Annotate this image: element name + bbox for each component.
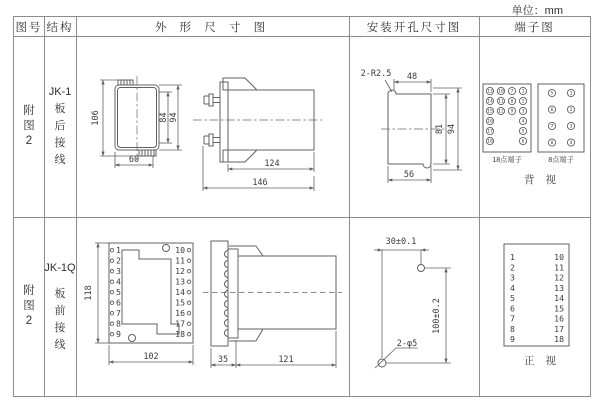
svg-text:12: 12 — [554, 272, 564, 283]
svg-text:13: 13 — [554, 282, 564, 293]
terminal-grid-8 — [548, 89, 574, 146]
svg-text:1: 1 — [569, 91, 573, 97]
note-label-r25: 2-R2.5 — [360, 69, 392, 79]
svg-text:9: 9 — [116, 329, 121, 339]
view-label-front: 正 视 — [524, 355, 560, 367]
dim-label-146: 146 — [252, 178, 268, 188]
svg-text:10: 10 — [175, 245, 185, 255]
svg-text:5: 5 — [510, 293, 515, 303]
fig-no-row1: 附 图 2 — [23, 105, 35, 147]
svg-text:18: 18 — [175, 329, 185, 339]
svg-text:16: 16 — [487, 119, 493, 125]
mounting-hole-bottom — [129, 335, 136, 342]
svg-text:14: 14 — [554, 293, 564, 303]
dim-label-100: 100±0.2 — [432, 298, 442, 334]
svg-text:8: 8 — [550, 141, 554, 147]
outline-drawing-jk1 — [76, 36, 349, 217]
caption-18-point: 18点端子 — [492, 155, 522, 164]
svg-text:8: 8 — [510, 99, 514, 105]
dim-label-60: 60 — [128, 155, 140, 165]
relay-body-outline — [122, 250, 179, 334]
view-label-rear: 背 视 — [524, 174, 560, 186]
terminal-grid-18 — [486, 87, 526, 144]
terminal-diagram-rear — [479, 36, 590, 217]
svg-text:12: 12 — [175, 266, 185, 276]
svg-text:4: 4 — [116, 276, 121, 287]
svg-text:17: 17 — [487, 129, 493, 135]
svg-text:6: 6 — [550, 108, 554, 114]
svg-text:3: 3 — [116, 266, 121, 276]
dim-label-81: 81 — [435, 123, 445, 135]
svg-text:2: 2 — [116, 255, 121, 266]
svg-text:11: 11 — [554, 262, 564, 273]
structure-row2: JK-1Q 板 前 接 线 — [44, 261, 76, 351]
dim-label-106: 106 — [91, 110, 101, 126]
svg-text:14: 14 — [487, 99, 493, 105]
svg-text:7: 7 — [510, 313, 515, 324]
dim-label-124: 124 — [264, 159, 280, 169]
drill-hole-top — [418, 265, 425, 272]
drill-hole-bottom — [378, 359, 386, 367]
terminal-labels-left — [110, 245, 121, 339]
outline-drawing-jk1q — [76, 217, 349, 396]
terminal-box-8 — [538, 84, 584, 152]
header-outline: 外 形 尺 寸 图 — [154, 21, 271, 34]
svg-text:8: 8 — [116, 318, 121, 329]
svg-text:16: 16 — [554, 313, 564, 324]
header-fig-no: 图号 — [15, 21, 43, 34]
svg-text:17: 17 — [175, 318, 185, 329]
svg-text:9: 9 — [510, 334, 515, 344]
svg-text:7: 7 — [550, 124, 554, 130]
svg-text:2: 2 — [521, 99, 525, 105]
dim-label-84: 84 — [159, 112, 169, 123]
svg-text:15: 15 — [554, 303, 564, 314]
dim-label-121: 121 — [278, 355, 294, 365]
svg-text:15: 15 — [175, 297, 185, 308]
structure-row1: JK-1 板 后 接 线 — [48, 86, 72, 166]
svg-text:7: 7 — [510, 89, 514, 95]
header-mounting: 安装开孔尺寸图 — [366, 21, 462, 34]
terminal-labels-right — [175, 245, 191, 339]
mounting-hole-top — [163, 245, 170, 252]
svg-text:5: 5 — [550, 91, 554, 97]
svg-text:15: 15 — [487, 109, 493, 115]
svg-text:4: 4 — [510, 282, 515, 293]
svg-text:14: 14 — [175, 287, 185, 297]
svg-text:9: 9 — [510, 109, 514, 115]
side-view-drawing — [193, 78, 322, 191]
mounting-holes-drawing-jk1q — [349, 217, 479, 396]
svg-text:13: 13 — [175, 276, 185, 287]
note-label-phi5: 2-φ5 — [396, 339, 418, 349]
svg-text:7: 7 — [116, 308, 121, 318]
svg-text:10: 10 — [554, 252, 564, 262]
fig-no-row2: 附 图 2 — [23, 285, 35, 327]
svg-text:4: 4 — [521, 119, 525, 125]
svg-text:6: 6 — [116, 297, 121, 308]
svg-text:6: 6 — [510, 303, 515, 314]
dim-label-94b: 94 — [447, 123, 457, 135]
svg-text:3: 3 — [521, 109, 525, 115]
dimension-table — [13, 16, 591, 397]
dim-label-102: 102 — [143, 352, 159, 362]
side-view-drawing-q — [203, 241, 342, 368]
dim-label-56: 56 — [403, 170, 415, 180]
svg-text:10: 10 — [498, 89, 504, 95]
dim-label-48: 48 — [406, 72, 418, 82]
terminal-list-front — [479, 217, 590, 396]
unit-label: 单位：mm — [511, 5, 563, 17]
svg-text:3: 3 — [569, 124, 573, 130]
dim-label-94: 94 — [169, 112, 179, 123]
svg-text:13: 13 — [487, 89, 493, 95]
svg-text:4: 4 — [569, 141, 573, 147]
front-view-drawing — [91, 76, 182, 168]
svg-text:18: 18 — [487, 139, 493, 145]
svg-text:6: 6 — [521, 139, 525, 145]
svg-text:11: 11 — [498, 99, 504, 105]
dim-label-35: 35 — [217, 355, 229, 365]
dim-label-30: 30±0.1 — [385, 237, 417, 247]
svg-text:2: 2 — [510, 262, 515, 273]
svg-text:8: 8 — [510, 323, 515, 334]
caption-8-point: 8点端子 — [548, 155, 574, 164]
svg-text:5: 5 — [116, 287, 121, 297]
svg-text:3: 3 — [510, 272, 515, 283]
svg-text:1: 1 — [116, 245, 121, 255]
mounting-cutout-drawing-jk1 — [349, 36, 479, 217]
svg-text:12: 12 — [498, 109, 504, 115]
svg-text:11: 11 — [175, 255, 185, 266]
terminal-list-left — [510, 252, 515, 344]
svg-text:18: 18 — [554, 334, 564, 344]
header-terminal: 端子图 — [514, 21, 555, 34]
svg-text:16: 16 — [175, 308, 185, 318]
header-structure: 结构 — [46, 21, 74, 34]
svg-text:1: 1 — [510, 252, 515, 262]
terminal-list-right — [554, 252, 564, 344]
svg-text:17: 17 — [554, 323, 564, 334]
front-view-drawing-q — [84, 243, 193, 365]
svg-text:1: 1 — [521, 89, 525, 95]
svg-text:5: 5 — [521, 129, 525, 135]
dim-label-118: 118 — [84, 285, 94, 301]
svg-text:2: 2 — [569, 108, 573, 114]
